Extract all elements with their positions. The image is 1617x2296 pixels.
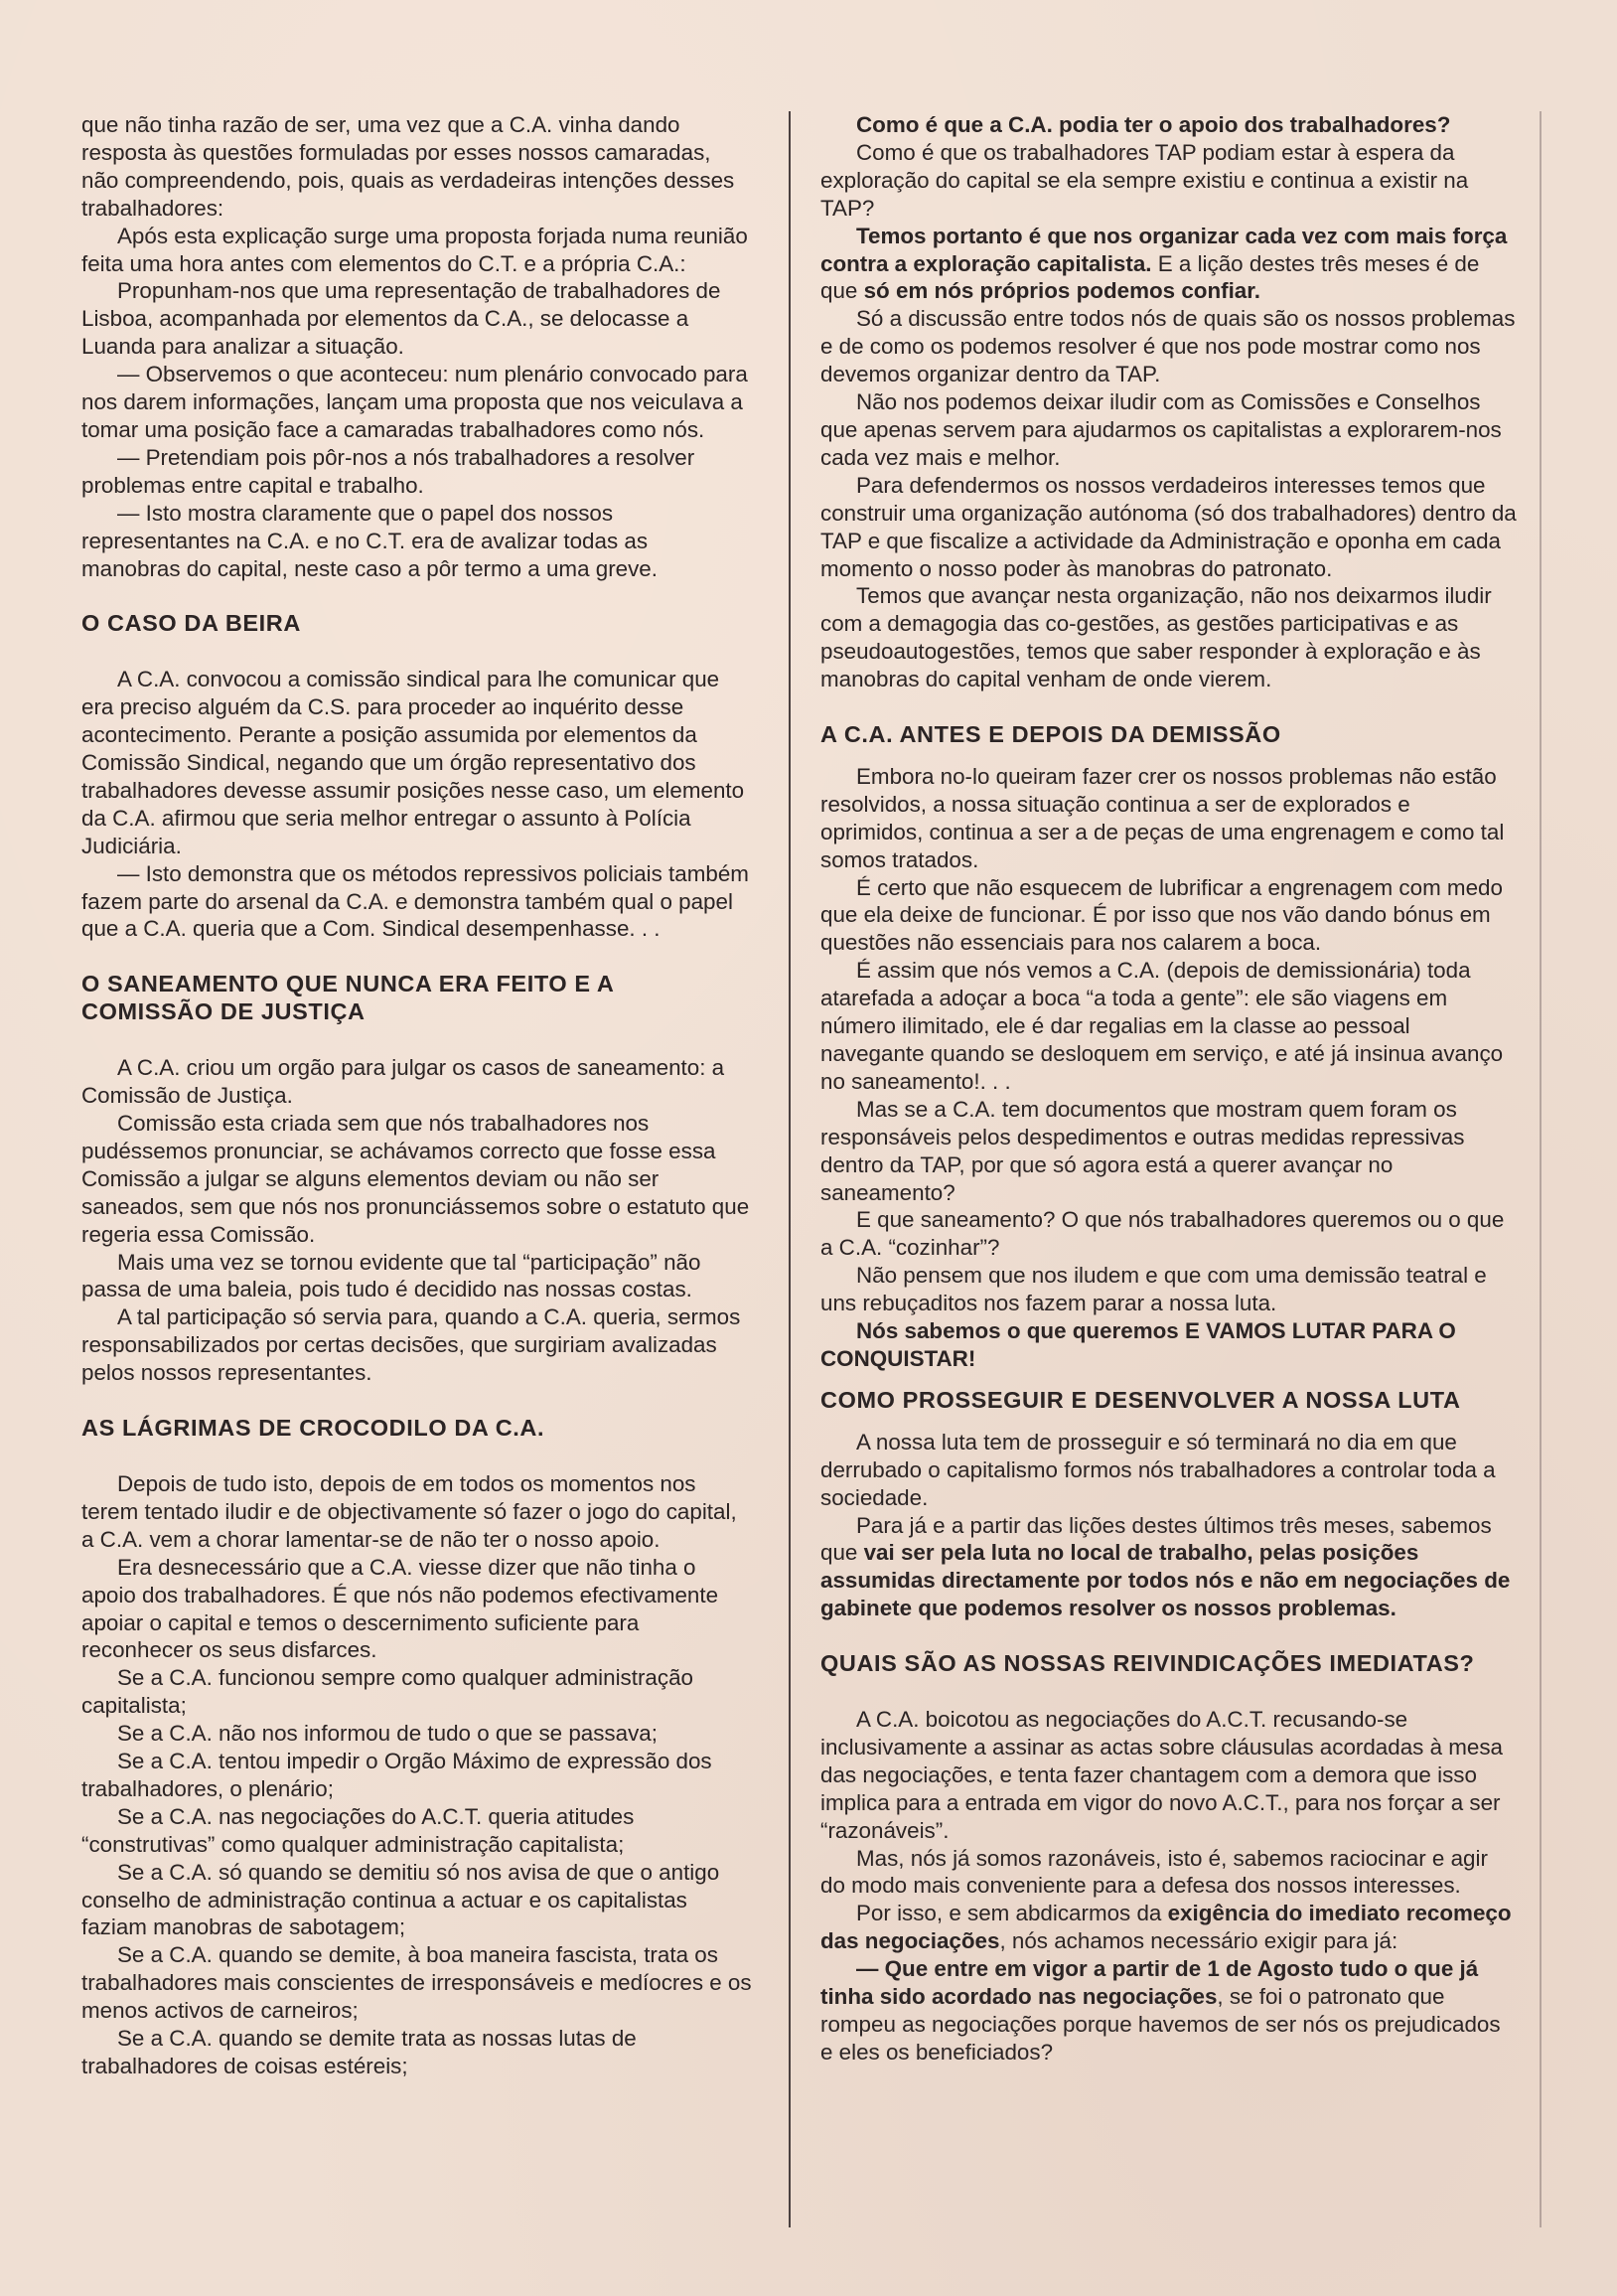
paragraph: A nossa luta tem de prosseguir e só terminará no dia em que derrubado o capitalismo formos nós trabalhadores a controlar toda a sociedade.	[820, 1429, 1496, 1510]
paragraph	[820, 223, 1518, 306]
paragraph: Como é que os trabalhadores TAP podiam estar à espera da exploração do capital se ela sempre existiu e continua a existir na TAP?	[820, 139, 1469, 221]
paragraph: Mas, nós já somos razonáveis, isto é, sabemos raciocinar e agir do modo mais conveniente para a defesa dos nossos interesses.	[820, 1845, 1488, 1899]
section-heading: O SANEAMENTO QUE NUNCA ERA FEITO E A COMISSÃO DE JUSTIÇA	[81, 971, 614, 1025]
paragraph: Depois de tudo isto, depois de em todos os momentos nos terem tentado iludir e de objectivamente só fazer o jogo do capital, a C.A. vem a chorar lamentar-se de não ter o nosso apoio.	[81, 1470, 737, 1552]
section-heading: COMO PROSSEGUIR E DESENVOLVER A NOSSA LUTA	[820, 1386, 1461, 1413]
paragraph: Se a C.A. funcionou sempre como qualquer administração capitalista;	[81, 1665, 693, 1719]
paragraph: Era desnecessário que a C.A. viesse dizer que não tinha o apoio dos trabalhadores. É que nós não podemos efectivamente apoiar o capital e temos o descernimento suficiente para reconhecer os seus disfarces.	[81, 1554, 719, 1663]
paragraph: — Observemos o que aconteceu: num plenário convocado para nos darem informações, lançam uma proposta que nos veiculava a tomar uma posição face a camaradas trabalhadores como nós.	[81, 362, 748, 442]
right-column	[820, 111, 1518, 2066]
paragraph: E que saneamento? O que nós trabalhadores queremos ou o que a C.A. “cozinhar”?	[820, 1207, 1505, 1261]
section-heading: A C.A. ANTES E DEPOIS DA DEMISSÃO	[820, 721, 1281, 748]
paragraph: A C.A. boicotou as negociações do A.C.T. recusando-se inclusivamente a assinar as actas sobre cláusulas acordadas à mesa das negociações, e tenta fazer chantagem com a demora que isso implica para a entrada em vigor do novo A.C.T., para nos forçar a ser “razonáveis”.	[820, 1707, 1504, 1843]
paragraph: É assim que nós vemos a C.A. (depois de demissionária) toda atarefada a adoçar a boca “a toda a gente”: ele são viagens em número ilimitado, ele é dar regalias em la classe ao pessoal navegante quando se desloquem em serviço, e até já insinua avanço no saneamento!. . .	[820, 958, 1504, 1094]
bold-text: só em nós próprios podemos confiar.	[863, 278, 1260, 304]
paragraph: que não tinha razão de ser, uma vez que a C.A. vinha dando resposta às questões formuladas por esses nossos camaradas, não compreendendo, pois, quais as verdadeiras intenções desses trabalhadores:	[81, 112, 735, 221]
paragraph: Só a discussão entre todos nós de quais são os nossos problemas e de como os podemos resolver é que nos pode mostrar como nos devemos organizar dentro da TAP.	[820, 306, 1516, 387]
bold-text: vai ser pela luta no local de trabalho, pelas posições assumidas directamente por todos nós e não em negociações de gabinete que podemos resolver os nossos problemas.	[820, 1540, 1511, 1621]
paragraph: A C.A. convocou a comissão sindical para lhe comunicar que era preciso alguém da C.S. para proceder ao inquérito desse acontecimento. Perante a posição assumida por elementos da Comissão Sindical, negando que um órgão representativo dos trabalhadores devesse assumir posições nesse caso, um elemento da C.A. afirmou que seria melhor entregar o assunto à Polícia Judiciária.	[81, 667, 745, 858]
paragraph: Se a C.A. quando se demite trata as nossas lutas de trabalhadores de coisas estéreis;	[81, 2026, 637, 2078]
paragraph: Propunham-nos que uma representação de trabalhadores de Lisboa, acompanhada por elementos da C.A., se delocasse a Luanda para analizar a situação.	[81, 278, 721, 360]
paragraph: — Pretendiam pois pôr-nos a nós trabalhadores a resolver problemas entre capital e trabalho.	[81, 444, 695, 498]
paragraph	[820, 1900, 1518, 1955]
paragraph: Não nos podemos deixar iludir com as Comissões e Conselhos que apenas servem para ajudarmos os capitalistas a explorarem-nos cada vez mais e melhor.	[820, 389, 1502, 470]
text: , se foi o patronato que rompeu as negociações porque havemos de ser nós os prejudicados e eles os beneficiados?	[820, 1984, 1501, 2065]
paragraph: A tal participação só servia para, quando a C.A. queria, sermos responsabilizados por certas decisões, que surgiriam avalizadas pelos nossos representantes.	[81, 1304, 741, 1386]
text: , nós achamos necessário exigir para já:	[999, 1928, 1398, 1954]
paragraph: — Isto demonstra que os métodos repressivos policiais também fazem parte do arsenal da C.A. e demonstra também qual o papel que a C.A. queria que a Com. Sindical desempenhasse. . .	[81, 860, 749, 942]
paragraph: Se a C.A. não nos informou de tudo o que se passava;	[117, 1721, 658, 1747]
paragraph: A C.A. criou um orgão para julgar os casos de saneamento: a Comissão de Justiça.	[81, 1055, 725, 1109]
bold-text: Temos portanto é que nos organizar cada vez com mais força contra a exploração capitalista.	[820, 223, 1508, 276]
paragraph: Para defendermos os nossos verdadeiros interesses temos que construir uma organização autónoma (só dos trabalhadores) dentro da TAP e que fiscalize a actividade da Administração e oponha em cada momento o nosso poder às manobras do patronato.	[820, 472, 1517, 581]
paragraph: Se a C.A. nas negociações do A.C.T. queria atitudes “construtivas” como qualquer administração capitalista;	[81, 1803, 635, 1857]
column-divider	[789, 111, 791, 2227]
text: E a lição destes três meses é de que	[820, 250, 1480, 304]
paragraph: Após esta explicação surge uma proposta forjada numa reunião feita uma hora antes com elementos do C.T. e a própria C.A.:	[81, 223, 748, 276]
paragraph: Temos que avançar nesta organização, não nos deixarmos iludir com a demagogia das co-gestões, as gestões participativas e as pseudoautogestões, temos que saber responder à exploração e às manobras do capital venham de onde vierem.	[820, 583, 1492, 692]
paragraph: Como é que a C.A. podia ter o apoio dos trabalhadores?	[856, 112, 1451, 137]
paragraph: — Isto mostra claramente que o papel dos nossos representantes na C.A. e no C.T. era de avalizar todas as manobras do capital, neste caso a pôr termo a uma greve.	[81, 500, 658, 581]
left-column	[81, 111, 752, 2080]
bold-text: exigência do imediato recomeço das negociações	[820, 1901, 1512, 1954]
paragraph: Se a C.A. só quando se demitiu só nos avisa de que o antigo conselho de administração continua a actuar e os capitalistas faziam manobras de sabotagem;	[81, 1859, 720, 1940]
paragraph: Mais uma vez se tornou evidente que tal “participação” não passa de uma baleia, pois tudo é decidido nas nossas costas.	[81, 1249, 701, 1302]
section-heading: O CASO DA BEIRA	[81, 610, 301, 637]
paragraph	[820, 1512, 1518, 1623]
right-margin-rule	[1540, 111, 1542, 2227]
paragraph: Se a C.A. quando se demite, à boa maneira fascista, trata os trabalhadores mais conscientes de irresponsáveis e medíocres e os menos activos de carneiros;	[81, 1942, 752, 2024]
paragraph: Mas se a C.A. tem documentos que mostram quem foram os responsáveis pelos despedimentos e outras medidas repressivas dentro da TAP, por que só agora está a querer avançar no saneamento?	[820, 1096, 1465, 1205]
text: Para já e a partir das lições destes últimos três meses, sabemos que	[820, 1512, 1492, 1566]
paragraph	[820, 1955, 1518, 2066]
paragraph: É certo que não esquecem de lubrificar a engrenagem com medo que ela deixe de funcionar. É por isso que nos vão dando bónus em questões não essenciais para nos calarem a boca.	[820, 874, 1503, 956]
paragraph: Comissão esta criada sem que nós trabalhadores nos pudéssemos pronunciar, se achávamos correcto que fosse essa Comissão a julgar se alguns elementos deviam ou não ser saneados, sem que nós nos pronunciássemos sobre o estatuto que regeria essa Comissão.	[81, 1111, 750, 1247]
paragraph: Se a C.A. tentou impedir o Orgão Máximo de expressão dos trabalhadores, o plenário;	[81, 1749, 712, 1801]
section-heading: AS LÁGRIMAS DE CROCODILO DA C.A.	[81, 1415, 545, 1442]
bold-text: — Que entre em vigor a partir de 1 de Agosto tudo o que já tinha sido acordado nas negociações	[820, 1956, 1479, 2010]
paragraph: Não pensem que nos iludem e que com uma demissão teatral e uns rebuçaditos nos fazem parar a nossa luta.	[820, 1263, 1487, 1316]
paragraph: Nós sabemos o que queremos E VAMOS LUTAR PARA O CONQUISTAR!	[820, 1318, 1456, 1371]
section-heading: QUAIS SÃO AS NOSSAS REIVINDICAÇÕES IMEDIATAS?	[820, 1650, 1475, 1677]
text: Por isso, e sem abdicarmos da	[856, 1901, 1168, 1926]
paragraph: Embora no-lo queiram fazer crer os nossos problemas não estão resolvidos, a nossa situação continua a ser de explorados e oprimidos, continua a ser a de peças de uma engrenagem e como tal somos tratados.	[820, 763, 1505, 872]
